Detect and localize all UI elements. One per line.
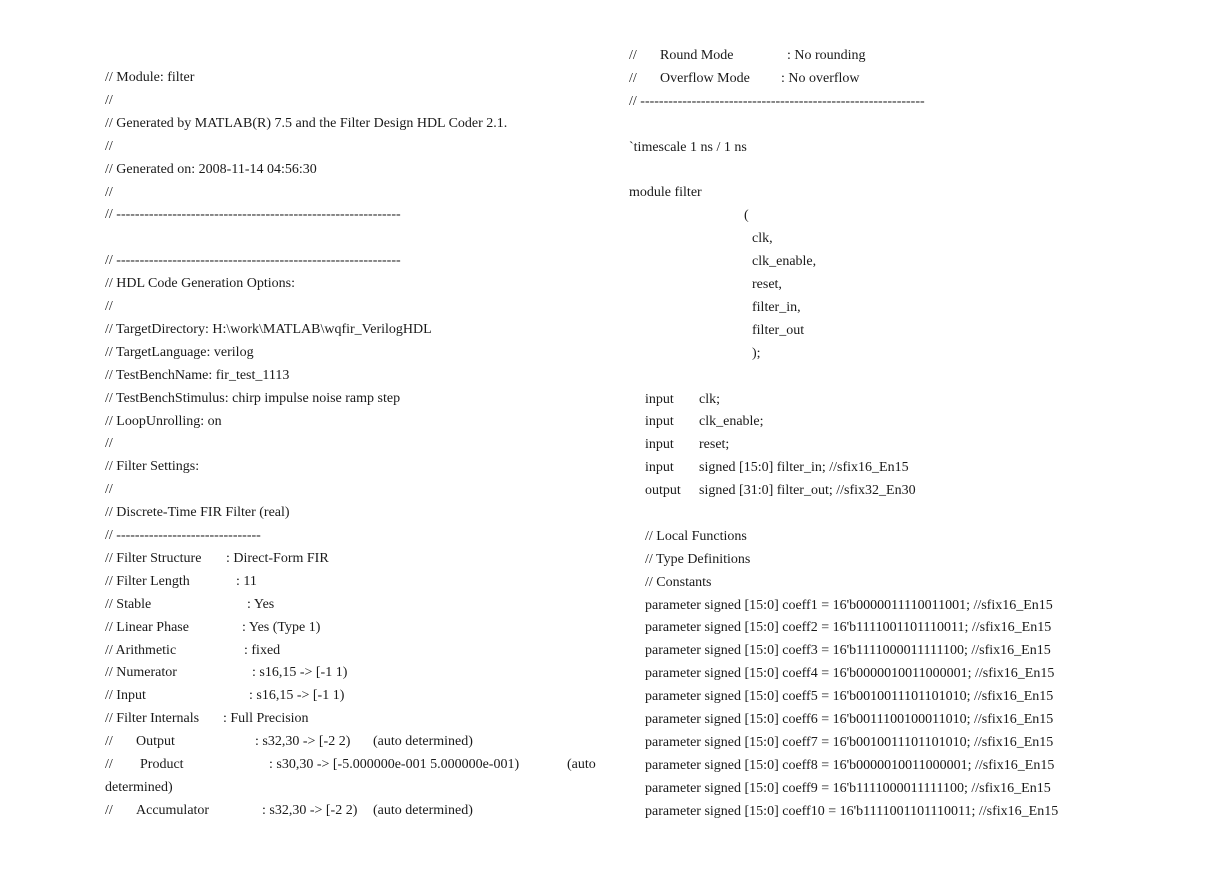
io-signal: signed [31:0] filter_out; //sfix32_En30 — [699, 483, 916, 498]
comment-text: // Constants — [645, 575, 712, 590]
internal-name: Output — [136, 734, 175, 749]
io-signal: signed [15:0] filter_in; //sfix16_En15 — [699, 460, 909, 475]
code-line: // — [105, 93, 113, 108]
setting-key: // Filter Internals — [105, 711, 200, 726]
parameter-text: parameter signed [15:0] coeff2 = 16'b1111001101110011; //sfix16_En15 — [645, 620, 1052, 635]
port-name: filter_in, — [752, 300, 801, 315]
setting-value: : 11 — [236, 574, 257, 589]
parameter-text: parameter signed [15:0] coeff3 = 16'b1111000011111100; //sfix16_En15 — [645, 643, 1051, 658]
code-line: // TestBenchStimulus: chirp impulse noise ramp step — [105, 391, 401, 406]
code-line: // HDL Code Generation Options: — [105, 276, 296, 291]
mode-value: : No rounding — [787, 48, 866, 63]
io-signal: clk; — [699, 392, 720, 407]
internal-name: Product — [140, 757, 184, 772]
parameter-text: parameter signed [15:0] coeff9 = 16'b1111000011111100; //sfix16_En15 — [645, 781, 1051, 796]
separator-line: // ------------------------------------------------------------- — [629, 94, 925, 109]
comment-text: // Type Definitions — [645, 552, 751, 567]
parameter-text: parameter signed [15:0] coeff10 = 16'b1111001101110011; //sfix16_En15 — [645, 804, 1059, 819]
setting-value: : Yes (Type 1) — [242, 620, 321, 635]
internal-note: determined) — [105, 780, 173, 795]
code-line: // Module: filter — [105, 70, 195, 85]
parameter-text: parameter signed [15:0] coeff1 = 16'b0000011110011001; //sfix16_En15 — [645, 598, 1053, 613]
io-signal: clk_enable; — [699, 414, 764, 429]
io-direction: input — [645, 437, 674, 452]
internal-name: Accumulator — [136, 803, 210, 818]
internal-note: (auto determined) — [373, 803, 473, 818]
internal-prefix: // — [105, 757, 113, 772]
code-line: // ------------------------------------------------------------- — [105, 207, 401, 222]
comment-text: // Local Functions — [645, 529, 747, 544]
mode-prefix: // — [629, 71, 637, 86]
internal-note: (auto determined) — [373, 734, 473, 749]
setting-key: // Numerator — [105, 665, 177, 680]
parameter-text: parameter signed [15:0] coeff6 = 16'b0011100100011010; //sfix16_En15 — [645, 712, 1054, 727]
io-direction: input — [645, 460, 674, 475]
io-direction: output — [645, 483, 681, 498]
setting-value: : Direct-Form FIR — [226, 551, 329, 566]
code-line: // — [105, 139, 113, 154]
setting-key: // Filter Structure — [105, 551, 202, 566]
internal-note: (auto — [567, 757, 596, 772]
setting-value: : Full Precision — [223, 711, 309, 726]
code-line: // — [105, 436, 113, 451]
setting-value: : fixed — [244, 643, 281, 658]
port-open-paren: ( — [744, 208, 749, 223]
code-line: // Generated by MATLAB(R) 7.5 and the Filter Design HDL Coder 2.1. — [105, 116, 508, 131]
mode-prefix: // — [629, 48, 637, 63]
code-line: // ------------------------------------------------------------- — [105, 253, 401, 268]
code-line: // Discrete-Time FIR Filter (real) — [105, 505, 290, 520]
code-line: // — [105, 185, 113, 200]
setting-key: // Stable — [105, 597, 152, 612]
code-line: // ------------------------------- — [105, 528, 261, 543]
internal-value: : s32,30 -> [-2 2) — [255, 734, 351, 749]
setting-key: // Arithmetic — [105, 643, 177, 658]
io-direction: input — [645, 414, 674, 429]
setting-value: : s16,15 -> [-1 1) — [249, 688, 345, 703]
port-name: reset, — [752, 277, 782, 292]
code-line: // — [105, 299, 113, 314]
mode-value: : No overflow — [781, 71, 860, 86]
parameter-text: parameter signed [15:0] coeff7 = 16'b0010011101101010; //sfix16_En15 — [645, 735, 1054, 750]
setting-key: // Linear Phase — [105, 620, 189, 635]
code-line: // TargetLanguage: verilog — [105, 345, 254, 360]
port-name: clk_enable, — [752, 254, 817, 269]
setting-key: // Filter Length — [105, 574, 190, 589]
io-signal: reset; — [699, 437, 730, 452]
port-name: clk, — [752, 231, 773, 246]
internal-prefix: // — [105, 734, 113, 749]
setting-value: : s16,15 -> [-1 1) — [252, 665, 348, 680]
parameter-text: parameter signed [15:0] coeff5 = 16'b0010011101101010; //sfix16_En15 — [645, 689, 1054, 704]
module-declaration: module filter — [629, 185, 702, 200]
setting-value: : Yes — [247, 597, 275, 612]
code-line: // TestBenchName: fir_test_1113 — [105, 368, 290, 383]
code-line: // Filter Settings: — [105, 459, 200, 474]
mode-name: Round Mode — [660, 48, 734, 63]
internal-value: : s32,30 -> [-2 2) — [262, 803, 358, 818]
code-line: // — [105, 482, 113, 497]
internal-value: : s30,30 -> [-5.000000e-001 5.000000e-001) — [269, 757, 520, 772]
io-direction: input — [645, 392, 674, 407]
parameter-text: parameter signed [15:0] coeff8 = 16'b0000010011000001; //sfix16_En15 — [645, 758, 1055, 773]
mode-name: Overflow Mode — [660, 71, 750, 86]
port-name: filter_out — [752, 323, 805, 338]
code-line: // LoopUnrolling: on — [105, 414, 222, 429]
code-line: // Generated on: 2008-11-14 04:56:30 — [105, 162, 317, 177]
timescale-line: `timescale 1 ns / 1 ns — [629, 140, 747, 155]
code-line: // TargetDirectory: H:\work\MATLAB\wqfir_VerilogHDL — [105, 322, 432, 337]
internal-prefix: // — [105, 803, 113, 818]
setting-key: // Input — [105, 688, 146, 703]
parameter-text: parameter signed [15:0] coeff4 = 16'b0000010011000001; //sfix16_En15 — [645, 666, 1055, 681]
port-close-paren: ); — [752, 346, 761, 361]
